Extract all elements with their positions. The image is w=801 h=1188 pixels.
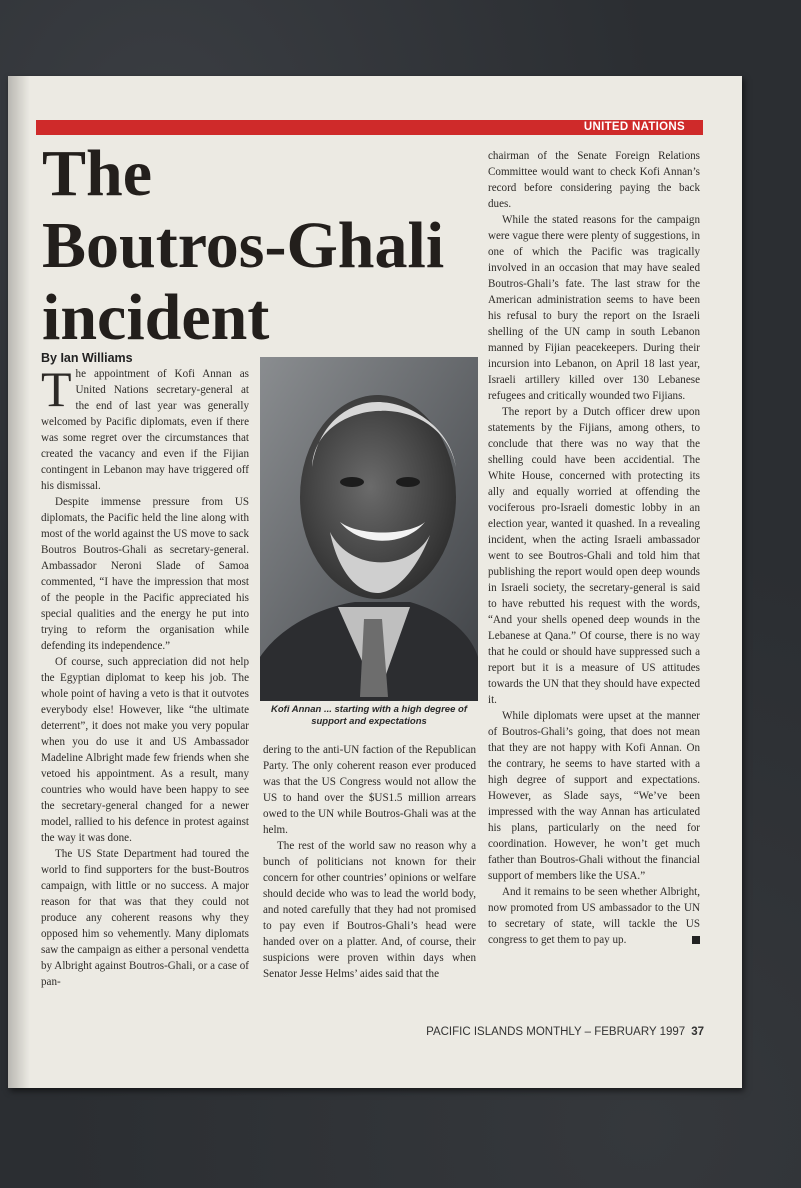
article-column-1 bbox=[41, 361, 249, 990]
drop-cap: T bbox=[41, 361, 72, 417]
paragraph: dering to the anti-UN faction of the Republican Party. The only coherent reason ever produced was that the US Congress would not allow the US to hand over the $US1.5 million arrears owed to the UN while Boutros-Ghali was at the helm. bbox=[263, 744, 476, 836]
page-gutter-shadow bbox=[8, 76, 30, 1088]
byline: By Ian Williams bbox=[41, 351, 133, 365]
magazine-page bbox=[8, 76, 742, 1088]
headline-line-3: incident bbox=[42, 281, 270, 354]
portrait-illustration bbox=[260, 357, 478, 701]
end-of-article-mark bbox=[692, 936, 700, 944]
article-column-2 bbox=[263, 742, 476, 982]
section-label: UNITED NATIONS bbox=[583, 121, 685, 133]
paragraph: Despite immense pressure from US diplomats, the Pacific held the line along with most of the world against the US move to sack Boutros Boutros-Ghali as secretary-general. Ambassador Neroni Slade of Samoa commented, “I have the impression that most of the people in the Pacific appreciated his special qualities and the energy he put into trying to reform the organisation while defending its independence.” bbox=[41, 496, 249, 652]
headline-line-1: The bbox=[42, 137, 153, 210]
headline-line-2: Boutros-Ghali bbox=[42, 209, 445, 282]
paragraph: chairman of the Senate Foreign Relations Committee would want to check Kofi Annan’s record before considering paying the back dues. bbox=[488, 150, 700, 210]
paragraph: The appointment of Kofi Annan as United Nations secretary-general at the end of last year was generally welcomed by Pacific diplomats, even if there was some regret over the circumstances that created the vacancy and even if the Fijian contingent in Lebanon may have triggered off his dismissal. bbox=[41, 361, 249, 492]
publication-line: PACIFIC ISLANDS MONTHLY – FEBRUARY 1997 bbox=[426, 1026, 686, 1038]
paragraph: And it remains to be seen whether Albright, now promoted from US ambassador to the UN to secretary of state, will tackle the US congress to get them to pay up. bbox=[488, 886, 700, 946]
paragraph: Of course, such appreciation did not help the Egyptian diplomat to keep his job. The whole point of having a veto is that it outvotes everybody else! However, like “the ultimate deterrent”, it does not make you very popular when you do use it and US Ambassador Madeline Albright made few friends when she vetoed his appointment. As a result, many countries who would have been happy to see the secretary-general changed for a newer model, rallied to his defence in protest against the way it was done. bbox=[41, 656, 249, 844]
paragraph: The rest of the world saw no reason why a bunch of politicians not known for their concern for other countries’ opinions or welfare should decide who was to lead the world body, and noted carefully that they had not promised to pay even if Boutros-Ghali’s head were handed over on a platter. And, of course, their suspicions were proven within days when Senator Jesse Helms’ aides said that the bbox=[263, 840, 476, 980]
photo-caption: Kofi Annan ... starting with a high degree of support and expectations bbox=[271, 704, 467, 727]
page-number: 37 bbox=[691, 1026, 704, 1038]
article-headline bbox=[42, 138, 462, 354]
paragraph: The report by a Dutch officer drew upon statements by the Fijians, among others, to conclude that there was no way that the shelling could have been accidential. The White House, concerned with protecting its ally and equally worried at offending the vociferous pro-Israeli domestic lobby in an election year, wanted it quashed. In a revealing incident, when the acting Israeli ambassador went to see Boutros-Ghali and told him that publishing the report would open deep wounds in Israeli society, the secretary-general is said to have rebutted his request with the words, “And your shells opened deep wounds in the Lebanese at Qana.” Of course, there is no way that he could or should have suppressed such a report but it is a measure of US attitudes towards the UN that they should have expected it. bbox=[488, 406, 700, 706]
section-banner bbox=[36, 120, 703, 135]
article-column-3 bbox=[488, 148, 700, 948]
paragraph: While diplomats were upset at the manner of Boutros-Ghali’s going, that does not mean that they are not happy with Kofi Annan. On the contrary, he seems to have started with a high degree of support and expectations. However, as Slade says, “We’ve been impressed with the way Annan has articulated his plans, particularly on the need for coordination. However, he won’t get much father than Boutros-Ghali without the financial support of members like the USA.” bbox=[488, 710, 700, 882]
kofi-annan-photo bbox=[260, 357, 478, 701]
paragraph: The US State Department had toured the world to find supporters for the bust-Boutros campaign, with little or no success. A major reason for that was that they could not produce any coherent reasons why they opposed him so vehemently. Many diplomats saw the campaign as either a personal vendetta by Albright against Boutros-Ghali, or a case of pan- bbox=[41, 848, 249, 988]
paragraph: While the stated reasons for the campaign were vague there were plenty of suggestions, in one of which the Pacific was tragically involved in an occasion that may have sealed Boutros-Ghali’s fate. The last straw for the American administration seems to have been his refusal to bury the report on the Israeli shelling of the UN camp in south Lebanon manned by Fijian peacekeepers. During their incursion into Lebanon, on April 18 last year, Israeli artillery killed over 130 Lebanese refugees and critically wounded two Fijians. bbox=[488, 214, 700, 402]
page-footer bbox=[408, 1026, 704, 1038]
